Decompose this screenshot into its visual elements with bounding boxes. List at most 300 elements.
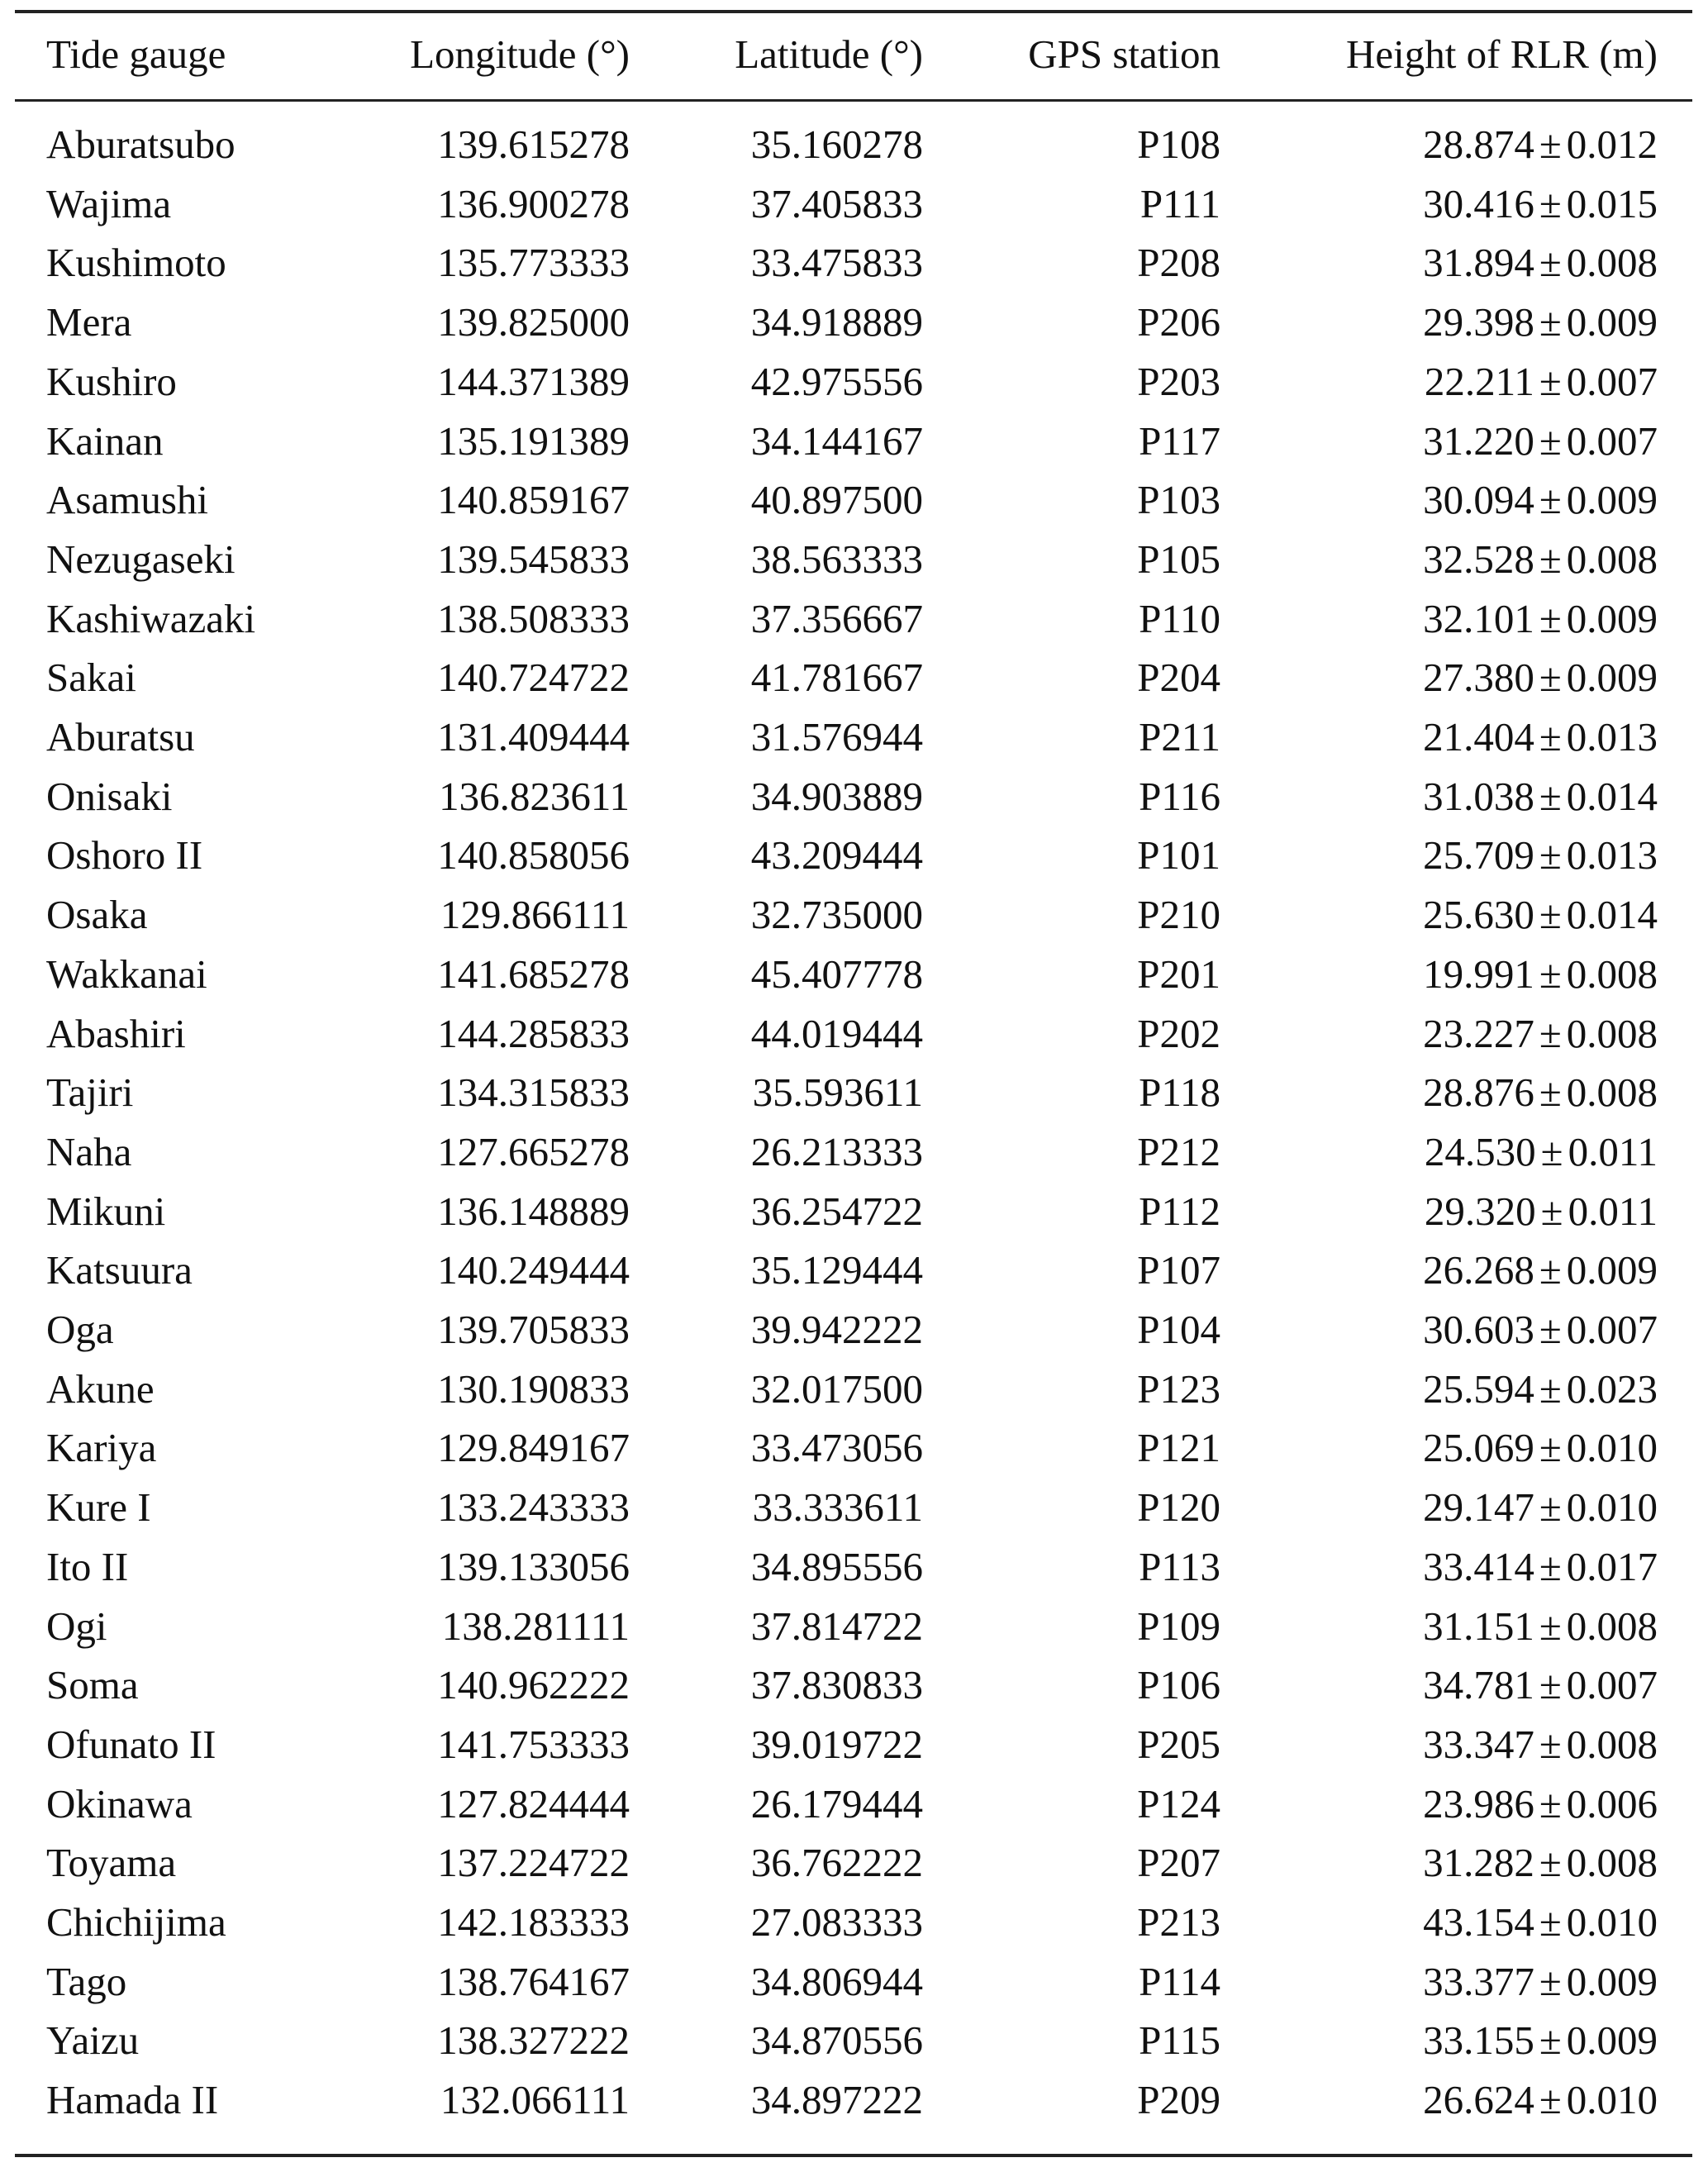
table-row: [0, 1360, 1708, 1419]
cell-gps-station: P205: [1137, 1721, 1220, 1767]
cell-height-rlr: [1423, 648, 1658, 707]
cell-height-rlr: [1423, 1952, 1658, 2012]
cell-longitude: 139.545833: [437, 536, 630, 582]
table-row: [0, 115, 1708, 174]
height-uncertainty: 0.007: [1566, 1662, 1658, 1708]
cell-longitude: 140.724722: [437, 655, 630, 701]
cell-height-rlr: [1423, 1833, 1658, 1893]
table-row: [0, 1478, 1708, 1537]
plus-minus-symbol: ±: [1539, 1721, 1562, 1767]
table-row: [0, 1715, 1708, 1774]
cell-longitude: 136.823611: [439, 773, 630, 819]
cell-tide-gauge: Tajiri: [46, 1069, 134, 1116]
cell-latitude: 34.918889: [750, 299, 923, 345]
height-value: 24.530: [1424, 1128, 1536, 1174]
plus-minus-symbol: ±: [1539, 358, 1562, 404]
cell-height-rlr: [1423, 1300, 1658, 1360]
cell-tide-gauge: Kushimoto: [46, 240, 226, 286]
cell-gps-station: P208: [1137, 240, 1220, 286]
table-row: [0, 589, 1708, 649]
plus-minus-symbol: ±: [1539, 1780, 1562, 1827]
cell-height-rlr: [1423, 530, 1658, 589]
cell-gps-station: P113: [1139, 1543, 1220, 1589]
height-value: 26.268: [1423, 1247, 1534, 1293]
cell-gps-station: P202: [1137, 1010, 1220, 1056]
table-row: [0, 1597, 1708, 1656]
table-row: [0, 1300, 1708, 1360]
cell-latitude: 39.942222: [750, 1307, 923, 1352]
cell-gps-station: P117: [1139, 417, 1220, 464]
height-value: 23.227: [1423, 1010, 1534, 1056]
cell-tide-gauge: Naha: [46, 1128, 132, 1174]
cell-height-rlr: [1423, 1655, 1658, 1715]
plus-minus-symbol: ±: [1539, 417, 1562, 464]
height-value: 29.398: [1423, 299, 1534, 345]
table-row: [0, 530, 1708, 589]
cell-gps-station: P106: [1137, 1662, 1220, 1708]
table-row: [0, 293, 1708, 352]
height-uncertainty: 0.012: [1566, 121, 1658, 167]
cell-longitude: 140.859167: [437, 477, 630, 523]
height-value: 43.154: [1423, 1899, 1534, 1945]
cell-latitude: 33.475833: [750, 240, 923, 286]
cell-height-rlr: [1425, 352, 1658, 412]
cell-latitude: 43.209444: [750, 832, 923, 879]
height-uncertainty: 0.007: [1566, 358, 1658, 404]
height-uncertainty: 0.023: [1566, 1365, 1658, 1412]
cell-longitude: 139.133056: [437, 1543, 630, 1589]
plus-minus-symbol: ±: [1539, 714, 1562, 760]
cell-gps-station: P110: [1139, 595, 1220, 641]
plus-minus-symbol: ±: [1539, 892, 1562, 938]
height-uncertainty: 0.011: [1568, 1188, 1658, 1234]
cell-tide-gauge: Mera: [46, 299, 132, 345]
height-value: 32.101: [1423, 595, 1534, 641]
cell-latitude: 34.895556: [750, 1543, 923, 1589]
plus-minus-symbol: ±: [1539, 2017, 1562, 2064]
plus-minus-symbol: ±: [1539, 2077, 1562, 2123]
plus-minus-symbol: ±: [1539, 1958, 1562, 2004]
height-value: 22.211: [1424, 358, 1534, 404]
cell-longitude: 133.243333: [437, 1484, 630, 1531]
table-row: [0, 885, 1708, 945]
table-row: [0, 1063, 1708, 1122]
plus-minus-symbol: ±: [1539, 180, 1562, 226]
height-value: 34.781: [1423, 1662, 1534, 1708]
cell-latitude: 42.975556: [750, 358, 923, 404]
height-uncertainty: 0.008: [1566, 1840, 1658, 1886]
height-value: 33.155: [1423, 2017, 1534, 2064]
table-header-row: [0, 25, 1708, 84]
table-row: [0, 470, 1708, 530]
table-row: [0, 2070, 1708, 2130]
height-uncertainty: 0.014: [1566, 892, 1658, 938]
plus-minus-symbol: ±: [1539, 832, 1562, 879]
cell-height-rlr: [1423, 767, 1658, 826]
table-row: [0, 174, 1708, 234]
cell-latitude: 34.806944: [750, 1958, 923, 2004]
height-uncertainty: 0.009: [1566, 2017, 1658, 2064]
plus-minus-symbol: ±: [1539, 1662, 1562, 1708]
cell-tide-gauge: Sakai: [46, 655, 136, 701]
table-row: [0, 945, 1708, 1004]
height-value: 31.894: [1423, 240, 1534, 286]
cell-tide-gauge: Oga: [46, 1307, 114, 1352]
cell-height-rlr: [1423, 945, 1658, 1004]
cell-latitude: 35.593611: [752, 1069, 923, 1116]
table-row: [0, 1893, 1708, 1952]
cell-height-rlr: [1423, 1774, 1658, 1834]
cell-gps-station: P105: [1137, 536, 1220, 582]
height-value: 27.380: [1423, 655, 1534, 701]
plus-minus-symbol: ±: [1539, 1543, 1562, 1589]
height-value: 30.094: [1423, 477, 1534, 523]
cell-latitude: 34.897222: [750, 2077, 923, 2123]
cell-tide-gauge: Yaizu: [46, 2017, 140, 2064]
cell-gps-station: P211: [1139, 714, 1220, 760]
cell-height-rlr: [1423, 1478, 1658, 1537]
height-value: 25.594: [1423, 1365, 1534, 1412]
plus-minus-symbol: ±: [1539, 1484, 1562, 1531]
height-value: 19.991: [1423, 950, 1534, 997]
cell-tide-gauge: Toyama: [46, 1840, 177, 1886]
cell-height-rlr: [1423, 826, 1658, 885]
cell-tide-gauge: Kainan: [46, 417, 164, 464]
cell-longitude: 129.849167: [437, 1425, 630, 1471]
cell-latitude: 45.407778: [750, 950, 923, 997]
height-value: 31.220: [1423, 417, 1534, 464]
cell-longitude: 138.327222: [437, 2017, 630, 2064]
cell-longitude: 136.900278: [437, 180, 630, 226]
cell-height-rlr: [1423, 589, 1658, 649]
height-uncertainty: 0.008: [1566, 1010, 1658, 1056]
height-uncertainty: 0.010: [1566, 2077, 1658, 2123]
cell-height-rlr: [1423, 1597, 1658, 1656]
cell-latitude: 26.213333: [750, 1128, 923, 1174]
table-row: [0, 1122, 1708, 1182]
cell-latitude: 38.563333: [750, 536, 923, 582]
cell-gps-station: P103: [1137, 477, 1220, 523]
header-gps-station: GPS station: [1028, 31, 1220, 77]
table-row: [0, 707, 1708, 767]
cell-longitude: 138.764167: [437, 1958, 630, 2004]
plus-minus-symbol: ±: [1540, 1188, 1563, 1234]
cell-longitude: 144.371389: [437, 358, 630, 404]
cell-height-rlr: [1423, 470, 1658, 530]
height-uncertainty: 0.013: [1566, 832, 1658, 879]
cell-height-rlr: [1423, 174, 1658, 234]
cell-tide-gauge: Osaka: [46, 892, 148, 938]
cell-height-rlr: [1425, 1182, 1658, 1241]
cell-longitude: 140.962222: [437, 1662, 630, 1708]
cell-gps-station: P115: [1139, 2017, 1220, 2064]
height-value: 29.147: [1423, 1484, 1534, 1531]
cell-tide-gauge: Ogi: [46, 1603, 107, 1649]
height-value: 25.630: [1423, 892, 1534, 938]
cell-latitude: 37.814722: [750, 1603, 923, 1649]
cell-gps-station: P207: [1137, 1840, 1220, 1886]
cell-latitude: 39.019722: [750, 1721, 923, 1767]
cell-gps-station: P204: [1137, 655, 1220, 701]
cell-height-rlr: [1423, 1063, 1658, 1122]
height-uncertainty: 0.008: [1566, 1069, 1658, 1116]
cell-gps-station: P111: [1139, 180, 1220, 226]
cell-tide-gauge: Ofunato II: [46, 1721, 216, 1767]
height-uncertainty: 0.007: [1566, 417, 1658, 464]
cell-longitude: 130.190833: [437, 1365, 630, 1412]
height-value: 21.404: [1423, 714, 1534, 760]
cell-latitude: 32.017500: [750, 1365, 923, 1412]
height-value: 32.528: [1423, 536, 1534, 582]
cell-longitude: 138.508333: [437, 595, 630, 641]
cell-height-rlr: [1423, 1715, 1658, 1774]
plus-minus-symbol: ±: [1539, 536, 1562, 582]
cell-latitude: 35.160278: [750, 121, 923, 167]
cell-longitude: 141.753333: [437, 1721, 630, 1767]
cell-height-rlr: [1423, 2011, 1658, 2070]
cell-height-rlr: [1423, 1893, 1658, 1952]
cell-gps-station: P201: [1137, 950, 1220, 997]
table-row: [0, 2011, 1708, 2070]
cell-height-rlr: [1423, 115, 1658, 174]
height-value: 33.347: [1423, 1721, 1534, 1767]
cell-gps-station: P124: [1137, 1780, 1220, 1827]
cell-longitude: 127.665278: [437, 1128, 630, 1174]
plus-minus-symbol: ±: [1539, 1603, 1562, 1649]
plus-minus-symbol: ±: [1539, 595, 1562, 641]
plus-minus-symbol: ±: [1539, 1247, 1562, 1293]
cell-latitude: 26.179444: [750, 1780, 923, 1827]
cell-tide-gauge: Oshoro II: [46, 832, 203, 879]
cell-gps-station: P210: [1137, 892, 1220, 938]
cell-height-rlr: [1423, 412, 1658, 471]
height-uncertainty: 0.007: [1566, 1307, 1658, 1352]
cell-longitude: 139.705833: [437, 1307, 630, 1352]
cell-tide-gauge: Ito II: [46, 1543, 129, 1589]
height-uncertainty: 0.009: [1566, 299, 1658, 345]
height-uncertainty: 0.008: [1566, 950, 1658, 997]
cell-gps-station: P203: [1137, 358, 1220, 404]
cell-tide-gauge: Katsuura: [46, 1247, 193, 1293]
cell-tide-gauge: Aburatsubo: [46, 121, 236, 167]
cell-longitude: 140.858056: [437, 832, 630, 879]
cell-latitude: 35.129444: [750, 1247, 923, 1293]
height-value: 25.069: [1423, 1425, 1534, 1471]
table-top-rule: [15, 10, 1692, 13]
plus-minus-symbol: ±: [1539, 773, 1562, 819]
table-row: [0, 412, 1708, 471]
cell-height-rlr: [1423, 1537, 1658, 1597]
table-row: [0, 1537, 1708, 1597]
header-tide-gauge: Tide gauge: [46, 31, 226, 77]
plus-minus-symbol: ±: [1539, 121, 1562, 167]
height-value: 33.377: [1423, 1958, 1534, 2004]
plus-minus-symbol: ±: [1539, 240, 1562, 286]
cell-longitude: 127.824444: [437, 1780, 630, 1827]
plus-minus-symbol: ±: [1539, 1069, 1562, 1116]
height-value: 31.282: [1423, 1840, 1534, 1886]
cell-height-rlr: [1423, 293, 1658, 352]
cell-height-rlr: [1423, 233, 1658, 293]
plus-minus-symbol: ±: [1539, 1840, 1562, 1886]
cell-latitude: 36.762222: [750, 1840, 923, 1886]
cell-longitude: 139.615278: [437, 121, 630, 167]
cell-longitude: 134.315833: [437, 1069, 630, 1116]
plus-minus-symbol: ±: [1539, 950, 1562, 997]
cell-gps-station: P112: [1139, 1188, 1220, 1234]
cell-tide-gauge: Hamada II: [46, 2077, 219, 2123]
cell-gps-station: P114: [1139, 1958, 1220, 2004]
cell-latitude: 40.897500: [750, 477, 923, 523]
cell-tide-gauge: Soma: [46, 1662, 139, 1708]
table-row: [0, 1833, 1708, 1893]
height-uncertainty: 0.011: [1568, 1128, 1658, 1174]
table-row: [0, 1952, 1708, 2012]
cell-tide-gauge: Abashiri: [46, 1010, 186, 1056]
height-uncertainty: 0.014: [1566, 773, 1658, 819]
plus-minus-symbol: ±: [1539, 1010, 1562, 1056]
height-value: 31.151: [1423, 1603, 1534, 1649]
height-value: 30.603: [1423, 1307, 1534, 1352]
cell-height-rlr: [1423, 885, 1658, 945]
cell-tide-gauge: Akune: [46, 1365, 155, 1412]
height-uncertainty: 0.009: [1566, 1958, 1658, 2004]
cell-gps-station: P121: [1137, 1425, 1220, 1471]
height-uncertainty: 0.010: [1566, 1484, 1658, 1531]
cell-gps-station: P109: [1137, 1603, 1220, 1649]
table-row: [0, 1182, 1708, 1241]
cell-height-rlr: [1423, 707, 1658, 767]
cell-longitude: 141.685278: [437, 950, 630, 997]
cell-latitude: 34.870556: [750, 2017, 923, 2064]
cell-longitude: 131.409444: [437, 714, 630, 760]
cell-height-rlr: [1423, 1241, 1658, 1300]
cell-latitude: 34.144167: [750, 417, 923, 464]
cell-gps-station: P120: [1137, 1484, 1220, 1531]
cell-tide-gauge: Kashiwazaki: [46, 595, 256, 641]
table-row: [0, 826, 1708, 885]
cell-latitude: 33.473056: [750, 1425, 923, 1471]
cell-tide-gauge: Okinawa: [46, 1780, 193, 1827]
cell-tide-gauge: Onisaki: [46, 773, 173, 819]
cell-latitude: 37.830833: [750, 1662, 923, 1708]
table-bottom-rule: [15, 2154, 1692, 2157]
cell-latitude: 32.735000: [750, 892, 923, 938]
table-row: [0, 1418, 1708, 1478]
height-value: 28.876: [1423, 1069, 1534, 1116]
cell-gps-station: P206: [1137, 299, 1220, 345]
table-row: [0, 233, 1708, 293]
plus-minus-symbol: ±: [1539, 477, 1562, 523]
cell-height-rlr: [1423, 1360, 1658, 1419]
cell-latitude: 37.356667: [750, 595, 923, 641]
cell-longitude: 136.148889: [437, 1188, 630, 1234]
cell-latitude: 33.333611: [752, 1484, 923, 1531]
cell-height-rlr: [1423, 2070, 1658, 2130]
cell-gps-station: P108: [1137, 121, 1220, 167]
plus-minus-symbol: ±: [1539, 1425, 1562, 1471]
cell-tide-gauge: Aburatsu: [46, 714, 195, 760]
table-row: [0, 648, 1708, 707]
cell-tide-gauge: Kariya: [46, 1425, 157, 1471]
table-row: [0, 1004, 1708, 1064]
plus-minus-symbol: ±: [1539, 1307, 1562, 1352]
height-uncertainty: 0.008: [1566, 1603, 1658, 1649]
cell-gps-station: P107: [1137, 1247, 1220, 1293]
table-header-rule: [15, 99, 1692, 102]
cell-latitude: 37.405833: [750, 180, 923, 226]
cell-latitude: 34.903889: [750, 773, 923, 819]
cell-longitude: 135.191389: [437, 417, 630, 464]
table-row: [0, 1241, 1708, 1300]
cell-gps-station: P116: [1139, 773, 1220, 819]
height-uncertainty: 0.008: [1566, 240, 1658, 286]
height-value: 25.709: [1423, 832, 1534, 879]
cell-latitude: 44.019444: [750, 1010, 923, 1056]
cell-tide-gauge: Chichijima: [46, 1899, 226, 1945]
cell-latitude: 36.254722: [750, 1188, 923, 1234]
header-latitude: Latitude (°): [735, 31, 923, 77]
cell-longitude: 144.285833: [437, 1010, 630, 1056]
height-uncertainty: 0.009: [1566, 477, 1658, 523]
height-value: 26.624: [1423, 2077, 1534, 2123]
height-value: 33.414: [1423, 1543, 1534, 1589]
cell-latitude: 41.781667: [750, 655, 923, 701]
cell-gps-station: P118: [1139, 1069, 1220, 1116]
plus-minus-symbol: ±: [1539, 655, 1562, 701]
cell-longitude: 137.224722: [437, 1840, 630, 1886]
table-row: [0, 1655, 1708, 1715]
cell-tide-gauge: Wakkanai: [46, 950, 207, 997]
height-uncertainty: 0.013: [1566, 714, 1658, 760]
height-uncertainty: 0.008: [1566, 1721, 1658, 1767]
height-uncertainty: 0.006: [1566, 1780, 1658, 1827]
header-height-rlr: Height of RLR (m): [1346, 31, 1658, 77]
table-row: [0, 767, 1708, 826]
cell-height-rlr: [1423, 1004, 1658, 1064]
plus-minus-symbol: ±: [1540, 1128, 1563, 1174]
cell-tide-gauge: Kushiro: [46, 358, 177, 404]
table-row: [0, 352, 1708, 412]
cell-longitude: 140.249444: [437, 1247, 630, 1293]
cell-gps-station: P123: [1137, 1365, 1220, 1412]
height-uncertainty: 0.009: [1566, 1247, 1658, 1293]
cell-latitude: 27.083333: [750, 1899, 923, 1945]
cell-tide-gauge: Asamushi: [46, 477, 208, 523]
cell-longitude: 139.825000: [437, 299, 630, 345]
cell-longitude: 138.281111: [441, 1603, 630, 1649]
cell-gps-station: P209: [1137, 2077, 1220, 2123]
height-uncertainty: 0.008: [1566, 536, 1658, 582]
table-row: [0, 1774, 1708, 1834]
height-uncertainty: 0.009: [1566, 595, 1658, 641]
cell-height-rlr: [1423, 1418, 1658, 1478]
height-value: 30.416: [1423, 180, 1534, 226]
header-longitude: Longitude (°): [410, 31, 630, 77]
height-value: 31.038: [1423, 773, 1534, 819]
height-value: 28.874: [1423, 121, 1534, 167]
cell-height-rlr: [1425, 1122, 1658, 1182]
height-uncertainty: 0.010: [1566, 1899, 1658, 1945]
height-uncertainty: 0.010: [1566, 1425, 1658, 1471]
cell-gps-station: P101: [1137, 832, 1220, 879]
cell-tide-gauge: Nezugaseki: [46, 536, 236, 582]
cell-tide-gauge: Mikuni: [46, 1188, 166, 1234]
cell-gps-station: P213: [1137, 1899, 1220, 1945]
height-uncertainty: 0.017: [1566, 1543, 1658, 1589]
plus-minus-symbol: ±: [1539, 1899, 1562, 1945]
height-value: 29.320: [1424, 1188, 1536, 1234]
